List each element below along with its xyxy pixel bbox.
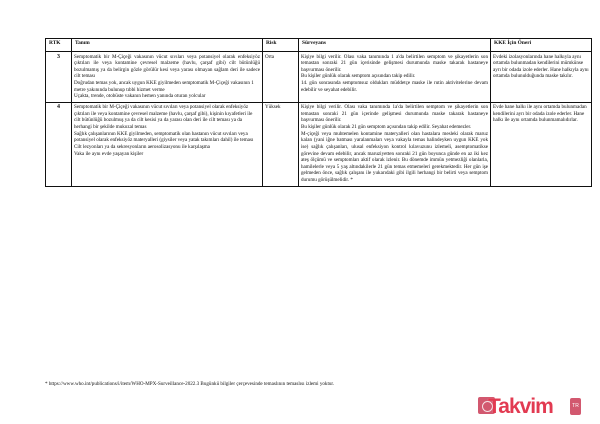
- header-risk: Risk: [263, 39, 299, 52]
- cell-surveyans: [299, 102, 491, 186]
- table-row: [46, 102, 592, 186]
- surveyans-paragraph: Bu kişiler günlük olarak 21 gün semptom açısından takip edilir. Seyahat edemezler.: [301, 124, 472, 131]
- cell-surveyans: [299, 52, 491, 103]
- surveyans-paragraph: Kişiye bilgi verilir. Olası vaka tanımında 1a'da belirtilen semptom ve şikayetlerin son temastan sonraki 21 gün içerinde gelişmesi durumunda maske takarak hastaneye başvurması önerilir.: [301, 104, 488, 124]
- takvim-watermark: [478, 394, 582, 420]
- cell-kke: Evde hane halkı ile aynı ortamda bulunmadan kendilerini ayrı bir odada izole ederler. Hane halkı ile aynı ortamda bulunmamalıdırlar.: [491, 102, 592, 186]
- surveyans-paragraph: M-çiçeği veya muhtemelen kontamine materyalleri olan hastalara mesleki olarak maruz kalan (yani iğne batması yaralanmaları veya vakayla temas halindeyken uygun KKE yok ise) sağlık çalışanları, ulusal enfeksiyon kontrol kılavuzunu izlemeli, asemptomatikse görevine devam edebilir, ancak maruziyetten sonraki 21 gün boyunca günde en az iki kez ateş ölçümü ve semptomları aktif olarak izlenir. Bu dönemde immün yetmezliği olanlarla, hamilelerle veya 5 yaş altındakilerle 21 gün temas etmemeleri gerekmektedir. Her gün işe gelmeden önce, sağlık çalışanı ile yukarıdaki gibi ilgili herhangi bir belirti veya semptom durumu görüşülmelidir. *: [301, 130, 488, 183]
- tanim-paragraph: Cilt lezyonları ya da sekresyonların aerosolizasyonu ile karşılaşma: [74, 143, 210, 150]
- surveyans-paragraph: Bu kişiler günlük olarak semptom açısından takip edilir.: [301, 73, 416, 80]
- tanim-paragraph: Doğrudan temas yok, ancak uygun KKE giyilmeden semptomatik M-Çiçeği vakasının 1 metre yakınında bulunup tıbbi hizmet verme: [74, 79, 254, 93]
- risk-classification-table: [45, 38, 592, 187]
- tanim-paragraph: Semptomatik bir M-Çiçeği vakasının vücut sıvıları veya potansiyel olarak enfeksiyöz çıktıları ile veya kontamine çevresel malzeme (havlu, çarşaf gibi), kişinin kıyafetleri ile cilt bütünlüğü bozulmuş ya da cilt kesisi ya da yarası olan deri ile cilt teması ya da herhangi bir şekilde mukozal temas: [74, 104, 253, 131]
- cell-tanim: [72, 102, 263, 186]
- header-rtk: RTK: [46, 39, 72, 52]
- cell-tanim: [72, 52, 263, 103]
- document-body: [45, 38, 589, 187]
- watermark-brand: Takvim: [488, 395, 553, 418]
- header-kke: KKE İçin Öneri: [491, 39, 592, 52]
- tanim-paragraph: Uçakta, trende, otobüste vakanın hemen yanında oturan yolcular: [74, 93, 206, 100]
- cell-risk: Yüksek: [263, 102, 299, 186]
- cell-rtk: 3: [46, 52, 72, 103]
- watermark-suffix: TR: [570, 398, 581, 415]
- surveyans-paragraph: 14. gün sonrasında semptomsuz oldukları müddetçe maske ile rutin aktivitelerine devam edebilir ve seyahat edebilir.: [301, 79, 488, 93]
- cell-kke: Evdeki izolasyonlarında hane halkıyla aynı ortamda bulunmadan kendilerini mümkünse ayrı bir odada izole ederler. Hane halkıyla aynı ortamda bulunulduğunda maske takılır.: [491, 52, 592, 103]
- table-header-row: [46, 39, 592, 52]
- cell-rtk: 4: [46, 102, 72, 186]
- surveyans-paragraph: Kişiye bilgi verilir. Olası vaka tanımında 1 a'da belirtilen semptom ve şikayetlerin son temastan sonraki 21 gün içerisinde gelişmesi durumunda maske takarak hastaneye başvurması önerilir.: [301, 53, 488, 73]
- tanim-paragraph: Semptomatik bir M-Çiçeği vakasının vücut sıvıları veya potansiyel olarak enfeksiyöz çıktıları ile veya kontamine çevresel malzeme (havlu, çarşaf gibi) cilt bütünlüğü bozulmamış ya da belirgin gözle görülür kesi veya yarası olmayan sağlam deri ile sadece cilt teması: [74, 53, 260, 80]
- cell-risk: Orta: [263, 52, 299, 103]
- footnote: * https://www.who.int/publications/i/item/WHO-MPX-Surveillance-2022.3 Bugünkü bilgiler çerçevesinde temaslının temaslısı izlemi yoktur.: [45, 381, 335, 387]
- header-surveyans: Sürveyans: [299, 39, 491, 52]
- tanim-paragraph: Vaka ile aynı evde yaşayan kişiler: [74, 150, 144, 157]
- table-row: [46, 52, 592, 103]
- header-tanim: Tanım: [72, 39, 263, 52]
- tanim-paragraph: Sağlık çalışanlarının KKE giyilmeden, semptomatik olan hastanın vücut sıvıları veya potansiyel olarak enfeksiyöz materyalleri (giysiler veya yatak takımları dahil) ile teması: [74, 130, 254, 144]
